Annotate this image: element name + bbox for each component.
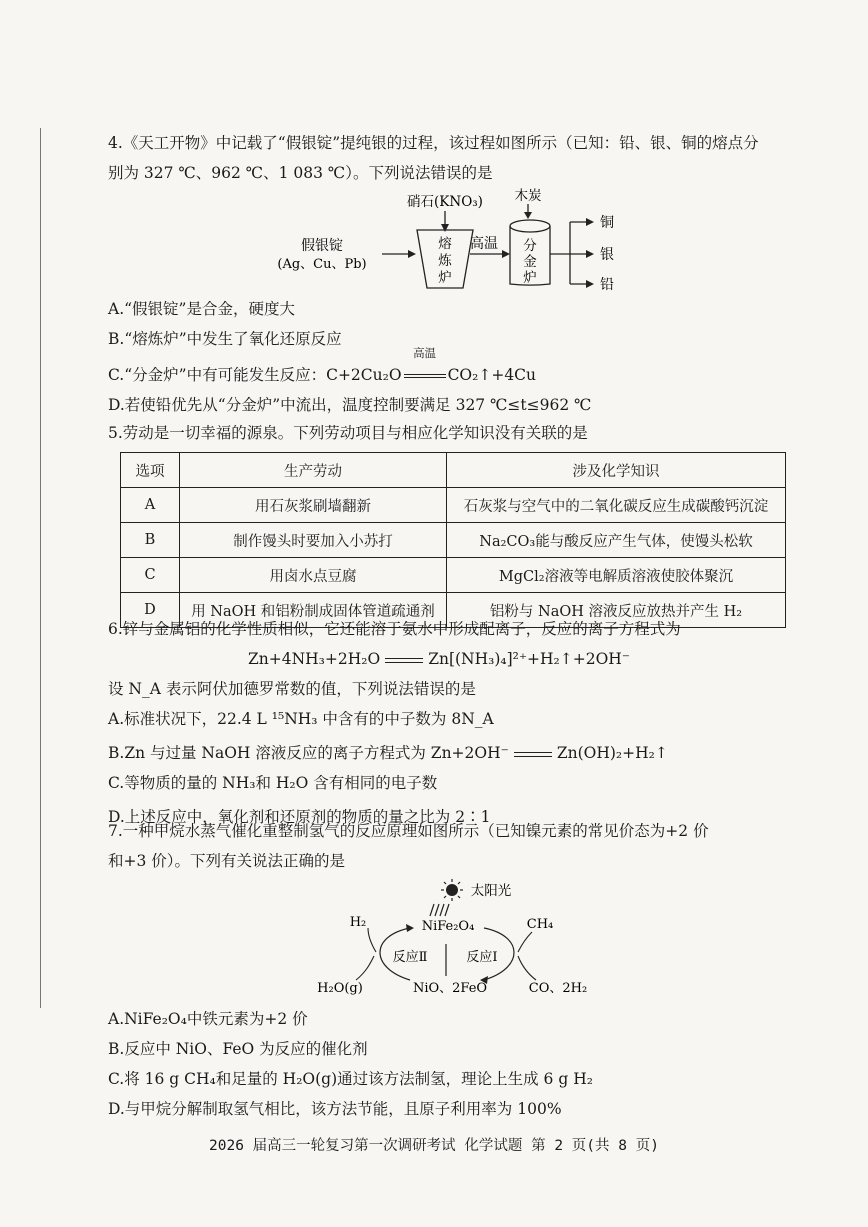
- table-cell: MgCl₂溶液等电解质溶液使胶体聚沉: [447, 558, 786, 593]
- h2o-in-arrow: [356, 956, 374, 980]
- table-cell: 用卤水点豆腐: [180, 558, 447, 593]
- furnace1-char: 熔: [438, 236, 452, 252]
- q6-option-c: C.等物质的量的 NH₃和 H₂O 含有相同的电子数: [108, 774, 438, 792]
- q6-option-d: D.上述反应中，氧化剂和还原剂的物质的量之比为 2∶1: [108, 808, 491, 826]
- equals-sign: [404, 374, 446, 378]
- q7-option-b: B.反应中 NiO、FeO 为反应的催化剂: [108, 1040, 368, 1058]
- nife2o4-label: NiFe₂O₄: [421, 919, 475, 934]
- q7-stem-line2: 和+3 价）。下列有关说法正确的是: [108, 852, 346, 870]
- table-cell: C: [121, 558, 180, 593]
- q4-options: [108, 294, 798, 420]
- output-silver: 银: [600, 247, 614, 263]
- light-arrows: [430, 904, 449, 916]
- q7-stem-line1: 7.一种甲烷水蒸气催化重整制氢气的反应原理如图所示（已知镍元素的常见价态为+2 价: [108, 822, 709, 840]
- table-header-cell: 涉及化学知识: [447, 453, 786, 488]
- furnace1-char: 炼: [438, 253, 452, 269]
- arrowhead: [441, 224, 449, 232]
- q4-option-c-right: CO₂↑+4Cu: [447, 366, 537, 384]
- table-cell: 制作馒头时要加入小苏打: [180, 523, 447, 558]
- furnace2-top: [510, 220, 550, 232]
- q6-stem: 6.锌与金属铝的化学性质相似，它还能溶于氨水中形成配离子，反应的离子方程式为: [108, 620, 681, 638]
- q4-stem-line2: 别为 327 ℃、962 ℃、1 083 ℃）。下列说法错误的是: [108, 164, 493, 182]
- reaction-2-label: 反应Ⅱ: [392, 950, 428, 965]
- equals-sign: [514, 752, 552, 757]
- table-cell: 用石灰浆刷墙翻新: [180, 488, 447, 523]
- table-cell: B: [121, 523, 180, 558]
- q7-options: [108, 1004, 798, 1124]
- equals-sign: [385, 658, 423, 663]
- table-header-cell: 生产劳动: [180, 453, 447, 488]
- ch4-in-arrow: [518, 932, 532, 952]
- diagram-input-formula: (Ag、Cu、Pb): [277, 257, 367, 272]
- h2-out-arrow: [368, 928, 376, 952]
- page-footer: 2026 届高三一轮复习第一次调研考试 化学试题 第 2 页(共 8 页): [209, 1138, 659, 1154]
- table-cell: 铝粉与 NaOH 溶液反应放热并产生 H₂: [447, 593, 786, 628]
- question-5: [108, 418, 798, 448]
- q6-option-b-right: Zn(OH)₂+H₂↑: [556, 744, 668, 762]
- q4-option-a: A.“假银锭”是合金，硬度大: [108, 300, 295, 318]
- output-copper: 铜: [600, 215, 614, 231]
- furnace2-char: 分: [523, 238, 537, 254]
- equation-right: Zn[(NH₃)₄]²⁺+H₂↑+2OH⁻: [428, 650, 630, 668]
- table-cell: A: [121, 488, 180, 523]
- sun-icon: [446, 884, 458, 896]
- q4-diagram: [270, 186, 650, 298]
- table-cell: 用 NaOH 和铝粉制成固体管道疏通剂: [180, 593, 447, 628]
- q7-option-d: D.与甲烷分解制取氢气相比，该方法节能，且原子利用率为 100%: [108, 1100, 562, 1118]
- arrowhead: [408, 250, 416, 258]
- sunlight-label: 太阳光: [470, 883, 512, 899]
- co-out-arrow: [518, 956, 536, 980]
- question-6: [108, 614, 798, 832]
- q4-option-c: [108, 346, 798, 390]
- question-7: [108, 816, 798, 876]
- diagram-input-name: 假银锭: [301, 238, 343, 254]
- reaction-1-label: 反应Ⅰ: [466, 950, 498, 965]
- equation-left: Zn+4NH₃+2H₂O: [248, 650, 381, 668]
- arrowhead: [502, 250, 510, 258]
- table-header: [121, 453, 786, 488]
- table-header-cell: 选项: [121, 453, 180, 488]
- water-reactant-label: H₂O(g): [317, 981, 363, 996]
- reaction-condition: [402, 346, 448, 390]
- arrowhead: [586, 250, 594, 258]
- arrowhead: [586, 218, 594, 226]
- q6-option-b-left: B.Zn 与过量 NaOH 溶液反应的离子方程式为 Zn+2OH⁻: [108, 744, 509, 762]
- furnace1-char: 炉: [438, 270, 452, 286]
- diagram-condition: 高温: [470, 236, 498, 252]
- q4-option-d: D.若使铅优先从“分金炉”中流出，温度控制要满足 327 ℃≤t≤962 ℃: [108, 396, 592, 414]
- table-cell: Na₂CO₃能与酸反应产生气体，使馒头松软: [447, 523, 786, 558]
- co-h2-product-label: CO、2H₂: [528, 981, 588, 996]
- furnace2-char: 炉: [523, 270, 537, 286]
- q7-cycle-diagram: [310, 876, 610, 1000]
- table-row: [121, 523, 786, 558]
- q6-na-statement: 设 N_A 表示阿伏加德罗常数的值，下列说法错误的是: [108, 680, 476, 698]
- q5-table: [120, 452, 786, 628]
- diagram-charcoal: 木炭: [514, 188, 542, 204]
- q4-option-c-left: C.“分金炉”中有可能发生反应：C+2Cu₂O: [108, 366, 402, 384]
- margin-line: [40, 128, 41, 1008]
- arrowhead: [406, 924, 414, 932]
- q7-option-a: A.NiFe₂O₄中铁元素为+2 价: [108, 1010, 308, 1028]
- table-row: [121, 558, 786, 593]
- table-row: [121, 488, 786, 523]
- furnace2-char: 金: [523, 254, 537, 270]
- output-lead: 铅: [600, 277, 614, 293]
- question-4: [108, 128, 798, 188]
- h2-product-label: H₂: [349, 915, 367, 930]
- table-cell: D: [121, 593, 180, 628]
- table-cell: 石灰浆与空气中的二氧化碳反应生成碳酸钙沉淀: [447, 488, 786, 523]
- q6-option-b: [108, 738, 798, 768]
- diagram-kno3: 硝石(KNO₃): [407, 194, 483, 210]
- arrowhead: [586, 280, 594, 288]
- arrowhead: [524, 212, 532, 219]
- q6-equation: [108, 644, 798, 674]
- q6-option-a: A.标准状况下，22.4 L ¹⁵NH₃ 中含有的中子数为 8N_A: [108, 710, 494, 728]
- ch4-reactant-label: CH₄: [526, 917, 554, 932]
- q7-option-c: C.将 16 g CH₄和足量的 H₂O(g)通过该方法制氢，理论上生成 6 g H₂: [108, 1070, 593, 1088]
- q4-stem-line1: 4.《天工开物》中记载了“假银锭”提纯银的过程，该过程如图所示（已知：铅、银、铜的熔点分: [108, 134, 759, 152]
- nio-feo-label: NiO、2FeO: [412, 981, 488, 996]
- q5-stem: 5.劳动是一切幸福的源泉。下列劳动项目与相应化学知识没有关联的是: [108, 424, 588, 442]
- q4-option-b: B.“熔炼炉”中发生了氧化还原反应: [108, 330, 342, 348]
- condition-label: 高温: [413, 346, 437, 360]
